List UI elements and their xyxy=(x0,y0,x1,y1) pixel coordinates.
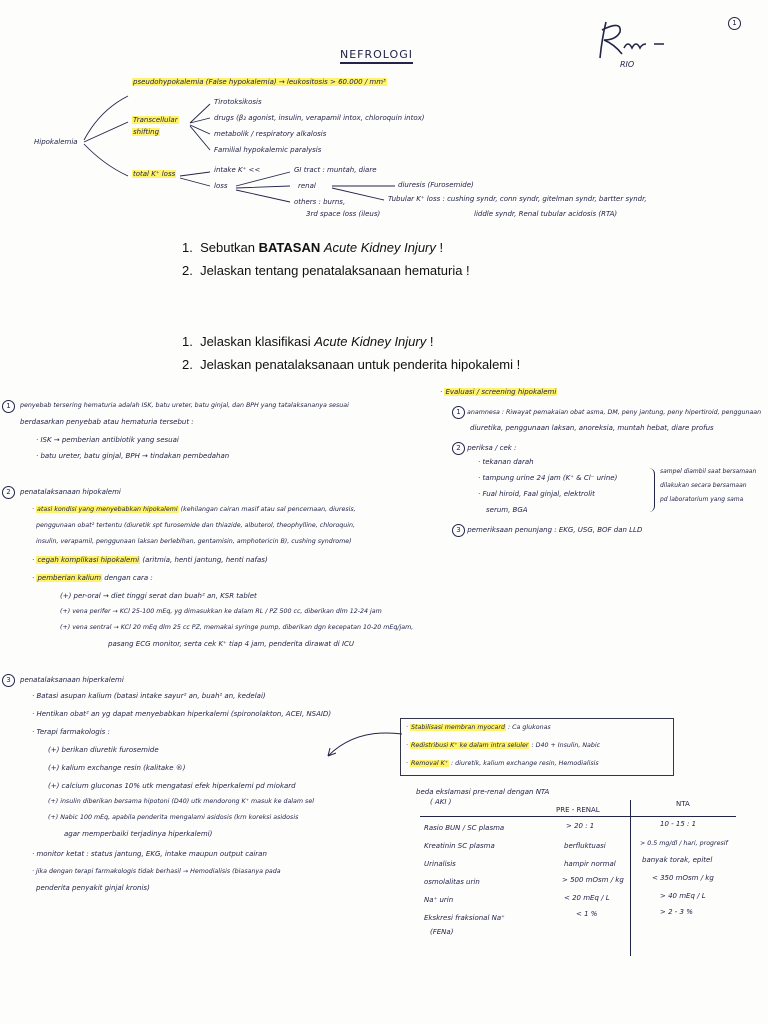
question-b-2: 2. Jelaskan penatalaksanaan untuk penderita hipokalemi ! xyxy=(182,357,521,372)
answer-3-pharm-6: agar memperbaiki terjadinya hiperkalemi) xyxy=(64,830,213,838)
table-cell: < 20 mEq / L xyxy=(564,894,610,902)
answer-2-route-4: pasang ECG monitor, serta cek K⁺ tiap 4 jam, penderita dirawat di ICU xyxy=(108,640,355,648)
table-cell: < 1 % xyxy=(576,910,598,918)
transcellular-item-3: metabolik / respiratory alkalosis xyxy=(214,130,327,138)
answer-3-tail-1: · monitor ketat : status jantung, EKG, intake maupun output cairan xyxy=(32,850,267,858)
table-cell: banyak torak, epitel xyxy=(642,856,713,864)
loss-renal: renal xyxy=(298,182,316,190)
eval-2-brace xyxy=(648,468,655,512)
table-cell: osmolalitas urin xyxy=(424,878,480,886)
eval-title: · Evaluasi / screening hipokalemi xyxy=(440,388,557,396)
table-cell: > 0.5 mg/dl / hari, progresif xyxy=(640,840,728,847)
mindmap-root: Hipokalemia xyxy=(34,138,78,146)
loss-gi: GI tract : muntah, diare xyxy=(294,166,377,174)
answer-3-pharm-2: (+) kalium exchange resin (kalitake ®) xyxy=(48,764,186,772)
answer-3-tail-2: · jika dengan terapi farmakologis tidak berhasil → Hemodialisis (biasanya pada xyxy=(32,868,281,875)
answer-1-line-2: berdasarkan penyebab atau hematuria tersebut : xyxy=(20,418,194,426)
answer-3-tail-3: penderita penyakit ginjal kronis) xyxy=(36,884,150,892)
table-col-rule xyxy=(630,800,631,956)
answer-2-bullet-1-l2: penggunaan obat² tertentu (diuretik spt furosemide dan thiazide, albuterol, theophylline, chloroquin, xyxy=(36,522,356,529)
table-header-rule xyxy=(420,816,736,817)
question-b-1: 1. Jelaskan klasifikasi Acute Kidney Injury ! xyxy=(182,334,434,349)
table-cell: Na⁺ urin xyxy=(424,896,454,904)
eval-2-item-3: · Fual hiroid, Faal ginjal, elektrolit xyxy=(478,490,595,498)
transcellular-label-a: Transcellular xyxy=(133,116,178,124)
table-cell: Ekskresi fraksional Na⁺ xyxy=(424,914,505,922)
answer-2-bullet-2: · cegah komplikasi hipokalemi (aritmia, henti jantung, henti nafas) xyxy=(32,556,268,564)
loss-loss: loss xyxy=(214,182,228,190)
table-cell: Rasio BUN / SC plasma xyxy=(424,824,505,832)
therapy-item-2: · Redistribusi K⁺ ke dalam intra seluler : D40 + Insulin, Nabic xyxy=(406,742,601,749)
transcellular-item-1: Tirotoksikosis xyxy=(214,98,262,106)
eval-2-note-1: sampel diambil saat bersamaan xyxy=(660,468,757,475)
answer-2-bullet-1: · atasi kondisi yang menyebabkan hipokalemi (kehilangan cairan masif atau sal pencernaan, diuresis, xyxy=(32,506,356,513)
loss-third-space: 3rd space loss (ileus) xyxy=(306,210,381,218)
table-cell: < 350 mOsm / kg xyxy=(652,874,714,882)
eval-2-note-3: pd laboratorium yang sama xyxy=(660,496,744,503)
eval-2: 2 periksa / cek : xyxy=(452,442,516,455)
transcellular-label-b: shifting xyxy=(133,128,160,136)
page-title: NEFROLOGI xyxy=(340,48,413,64)
table-cell: 10 - 15 : 1 xyxy=(660,820,697,828)
table-cell: Kreatinin SC plasma xyxy=(424,842,495,850)
table-cell: hampir normal xyxy=(564,860,616,868)
eval-1-l2: diuretika, penggunaan laksan, anoreksia, muntah hebat, diare profus xyxy=(470,424,714,432)
answer-2-route-1: (+) per-oral → diet tinggi serat dan buah² an, KSR tablet xyxy=(60,592,257,600)
loss-intake: intake K⁺ << xyxy=(214,166,261,174)
question-a-2: 2. Jelaskan tentang penatalaksanaan hematuria ! xyxy=(182,263,470,278)
page-number: 1 xyxy=(728,10,741,30)
mindmap-branch-transcellular xyxy=(132,114,179,138)
answer-2-bullet-1-l3: insulin, verapamil, penggunaan laksan berlebihan, gentamisin, amphotericin B), cushing syndrome) xyxy=(36,538,352,545)
answer-2-title: penatalaksanaan hipokalemi xyxy=(20,488,121,496)
answer-2-route-2: (+) vena perifer → KCl 25-100 mEq, yg dimasukkan ke dalam RL / PZ 500 cc, diberikan dlm 12-24 jam xyxy=(60,608,382,615)
loss-label: total K⁺ loss xyxy=(133,170,176,178)
eval-2-item-2: · tampung urine 24 jam (K⁺ & Cl⁻ urine) xyxy=(478,474,618,482)
answer-3-bullet-3: · Terapi farmakologis : xyxy=(32,728,110,736)
eval-2-note-2: dilakukan secara bersamaan xyxy=(660,482,747,489)
answer-2-route-3: (+) vena sentral → KCl 20 mEq dlm 25 cc PZ, memakai syringe pump, diberikan dgn kecepatan 10-20 mEq/jam, xyxy=(60,624,414,631)
answer-2-number: 2 xyxy=(2,486,15,499)
answer-3-pharm-3: (+) calcium gluconas 10% utk mengatasi efek hiperkalemi pd miokard xyxy=(48,782,296,790)
answer-3-pharm-5: (+) Nabic 100 mEq, apabila penderita mengalami asidosis (krn koreksi asidosis xyxy=(48,814,299,821)
transcellular-item-2: drugs (β₂ agonist, insulin, verapamil intox, chloroquin intox) xyxy=(214,114,425,122)
table-cell: > 2 - 3 % xyxy=(660,908,693,916)
eval-2-item-4: serum, BGA xyxy=(486,506,528,514)
table-cell: > 500 mOsm / kg xyxy=(562,876,624,884)
loss-others: others : burns, xyxy=(294,198,346,206)
eval-2-item-1: · tekanan darah xyxy=(478,458,534,466)
loss-tubular: Tubular K⁺ loss : cushing syndr, conn syndr, gitelman syndr, bartter syndr, xyxy=(388,195,647,203)
table-cell: berfluktuasi xyxy=(564,842,606,850)
pseudo-label: pseudohypokalemia (False hypokalemia) → leukositosis > 60.000 / mm³ xyxy=(133,78,386,86)
answer-3-bullet-2: · Hentikan obat² an yg dapat menyebabkan hiperkalemi (spironolakton, ACEI, NSAID) xyxy=(32,710,332,718)
therapy-item-3: · Removal K⁺ : diuretik, kalium exchange resin, Hemodialisis xyxy=(406,760,599,767)
loss-tubular-2: liddle syndr, Renal tubular acidosis (RTA) xyxy=(474,210,618,218)
table-caption-sub: ( AKI ) xyxy=(430,798,452,806)
table-cell: > 40 mEq / L xyxy=(660,892,706,900)
table-header-nta: NTA xyxy=(676,800,690,808)
table-cell: Urinalisis xyxy=(424,860,456,868)
answer-1-line-1: penyebab tersering hematuria adalah ISK, batu ureter, batu ginjal, dan BPH yang tatalaksananya sesuai xyxy=(20,402,349,409)
table-caption: beda ekslamasi pre-renal dengan NTA xyxy=(416,788,550,796)
eval-1: 1 anamnesa : Riwayat pemakaian obat asma, DM, peny jantung, peny hipertiroid, penggunaan xyxy=(452,406,761,419)
answer-3-bullet-1: · Batasi asupan kalium (batasi intake sayur² an, buah² an, kedelai) xyxy=(32,692,266,700)
answer-3-title: penatalaksanaan hiperkalemi xyxy=(20,676,124,684)
table-cell: (FENa) xyxy=(430,928,454,936)
answer-1-bullet-2: · batu ureter, batu ginjal, BPH → tindakan pembedahan xyxy=(36,452,230,460)
transcellular-item-4: Familial hypokalemic paralysis xyxy=(214,146,322,154)
answer-1-number: 1 xyxy=(2,400,15,413)
table-cell: > 20 : 1 xyxy=(566,822,595,830)
mindmap-branch-pseudo xyxy=(132,78,387,86)
answer-2-bullet-3: · pemberian kalium dengan cara : xyxy=(32,574,153,582)
answer-3-pharm-1: (+) berikan diuretik furosemide xyxy=(48,746,159,754)
answer-3-number: 3 xyxy=(2,674,15,687)
answer-3-pharm-4: (+) insulin diberikan bersama hipotoni (D40) utk mendorong K⁺ masuk ke dalam sel xyxy=(48,798,314,805)
arrow-to-box xyxy=(316,726,406,766)
loss-diuresis: diuresis (Furosemide) xyxy=(398,181,474,189)
therapy-item-1: · Stabilisasi membran myocard : Ca glukonas xyxy=(406,724,551,731)
mindmap-branch-loss xyxy=(132,170,176,178)
table-header-prerenal: PRE - RENAL xyxy=(556,806,600,814)
signature-initials: RIO xyxy=(620,60,635,69)
question-a-1: 1. Sebutkan BATASAN Acute Kidney Injury ! xyxy=(182,240,444,255)
eval-3: 3 pemeriksaan penunjang : EKG, USG, BOF dan LLD xyxy=(452,524,642,537)
answer-1-bullet-1: · ISK → pemberian antibiotik yang sesuai xyxy=(36,436,179,444)
